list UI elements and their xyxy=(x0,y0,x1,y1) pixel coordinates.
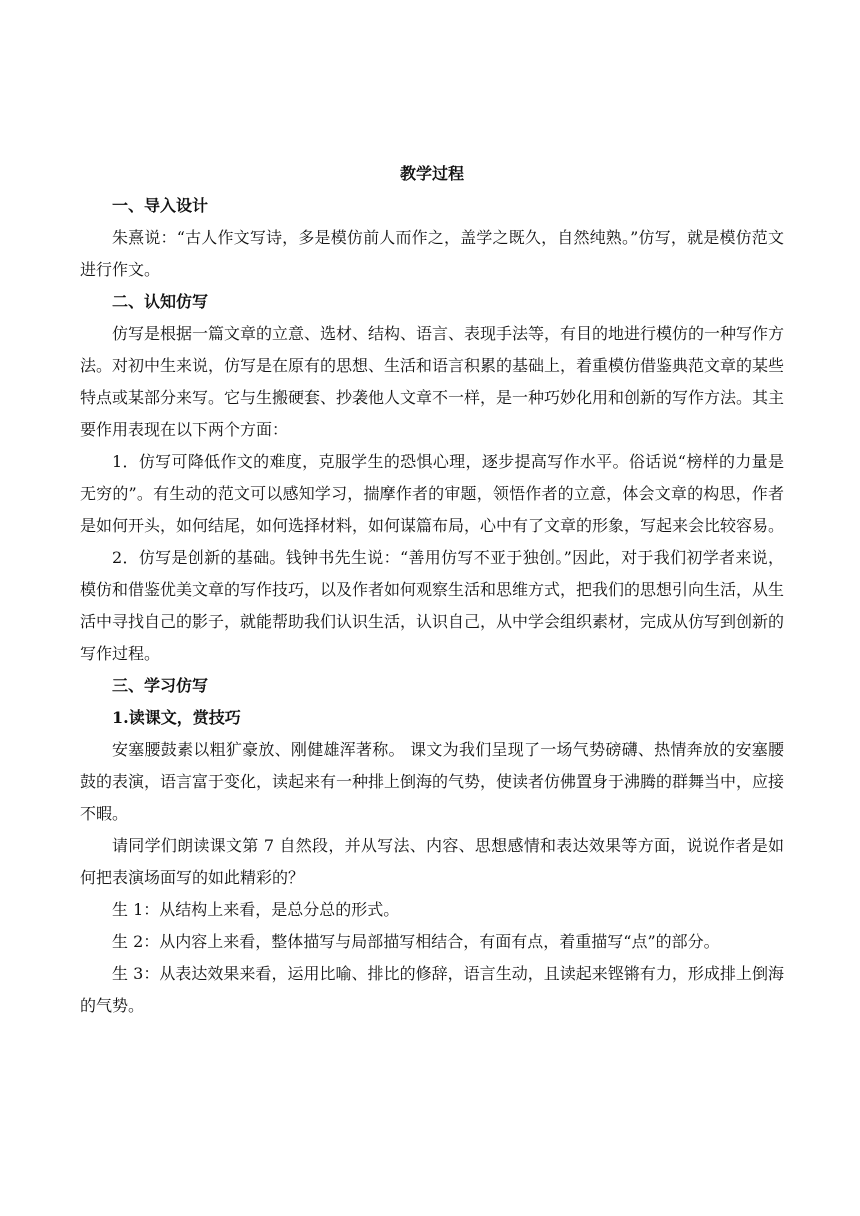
section-heading-intro: 一、导入设计 xyxy=(112,196,209,215)
page-title: 教学过程 xyxy=(399,164,464,183)
document-page xyxy=(80,158,784,1022)
subsection-heading: 1.读课文，赏技巧 xyxy=(112,708,241,727)
paragraph: 安塞腰鼓素以粗犷豪放、刚健雄浑著称。 课文为我们呈现了一场气势磅礴、热情奔放的安塞腰鼓的表演，语言富于变化，读起来有一种排上倒海的气势，使读者仿佛置身于沸腾的群舞当中，应接不暇。 xyxy=(80,740,785,823)
paragraph: 请同学们朗读课文第 7 自然段，并从写法、内容、思想感情和表达效果等方面，说说作者是如何把表演场面写的如此精彩的？ xyxy=(80,836,784,887)
paragraph: 1．仿写可降低作文的难度，克服学生的恐惧心理，逐步提高写作水平。俗话说“榜样的力量是无穷的”。有生动的范文可以感知学习，揣摩作者的审题，领悟作者的立意，体会文章的构思，作者是如何开头，如何结尾，如何选择材料，如何谋篇布局，心中有了文章的形象，写起来会比较容易。 xyxy=(80,452,785,535)
student-answer: 生 1：从结构上来看，是总分总的形式。 xyxy=(112,900,400,919)
paragraph: 仿写是根据一篇文章的立意、选材、结构、语言、表现手法等，有目的地进行模仿的一种写作方法。对初中生来说，仿写是在原有的思想、生活和语言积累的基础上，着重模仿借鉴典范文章的某些特点或某部分来写。它与生搬硬套、抄袭他人文章不一样，是一种巧妙化用和创新的写作方法。其主要作用表现在以下两个方面： xyxy=(80,324,785,439)
student-answer: 生 3：从表达效果来看，运用比喻、排比的修辞，语言生动，且读起来铿锵有力，形成排上倒海的气势。 xyxy=(80,964,784,1015)
section-heading-learning: 三、学习仿写 xyxy=(112,676,209,695)
paragraph: 2．仿写是创新的基础。钱钟书先生说：“善用仿写不亚于独创。”因此，对于我们初学者来说，模仿和借鉴优美文章的写作技巧，以及作者如何观察生活和思维方式，把我们的思想引向生活，从生活中寻找自己的影子，就能帮助我们认识生活，认识自己，从中学会组织素材，完成从仿写到创新的写作过程。 xyxy=(80,548,785,663)
paragraph: 朱熹说：“古人作文写诗，多是模仿前人而作之，盖学之既久，自然纯熟。”仿写，就是模仿范文进行作文。 xyxy=(80,228,784,279)
section-heading-cognition: 二、认知仿写 xyxy=(112,292,209,311)
student-answer: 生 2：从内容上来看，整体描写与局部描写相结合，有面有点，着重描写“点”的部分。 xyxy=(112,932,720,951)
